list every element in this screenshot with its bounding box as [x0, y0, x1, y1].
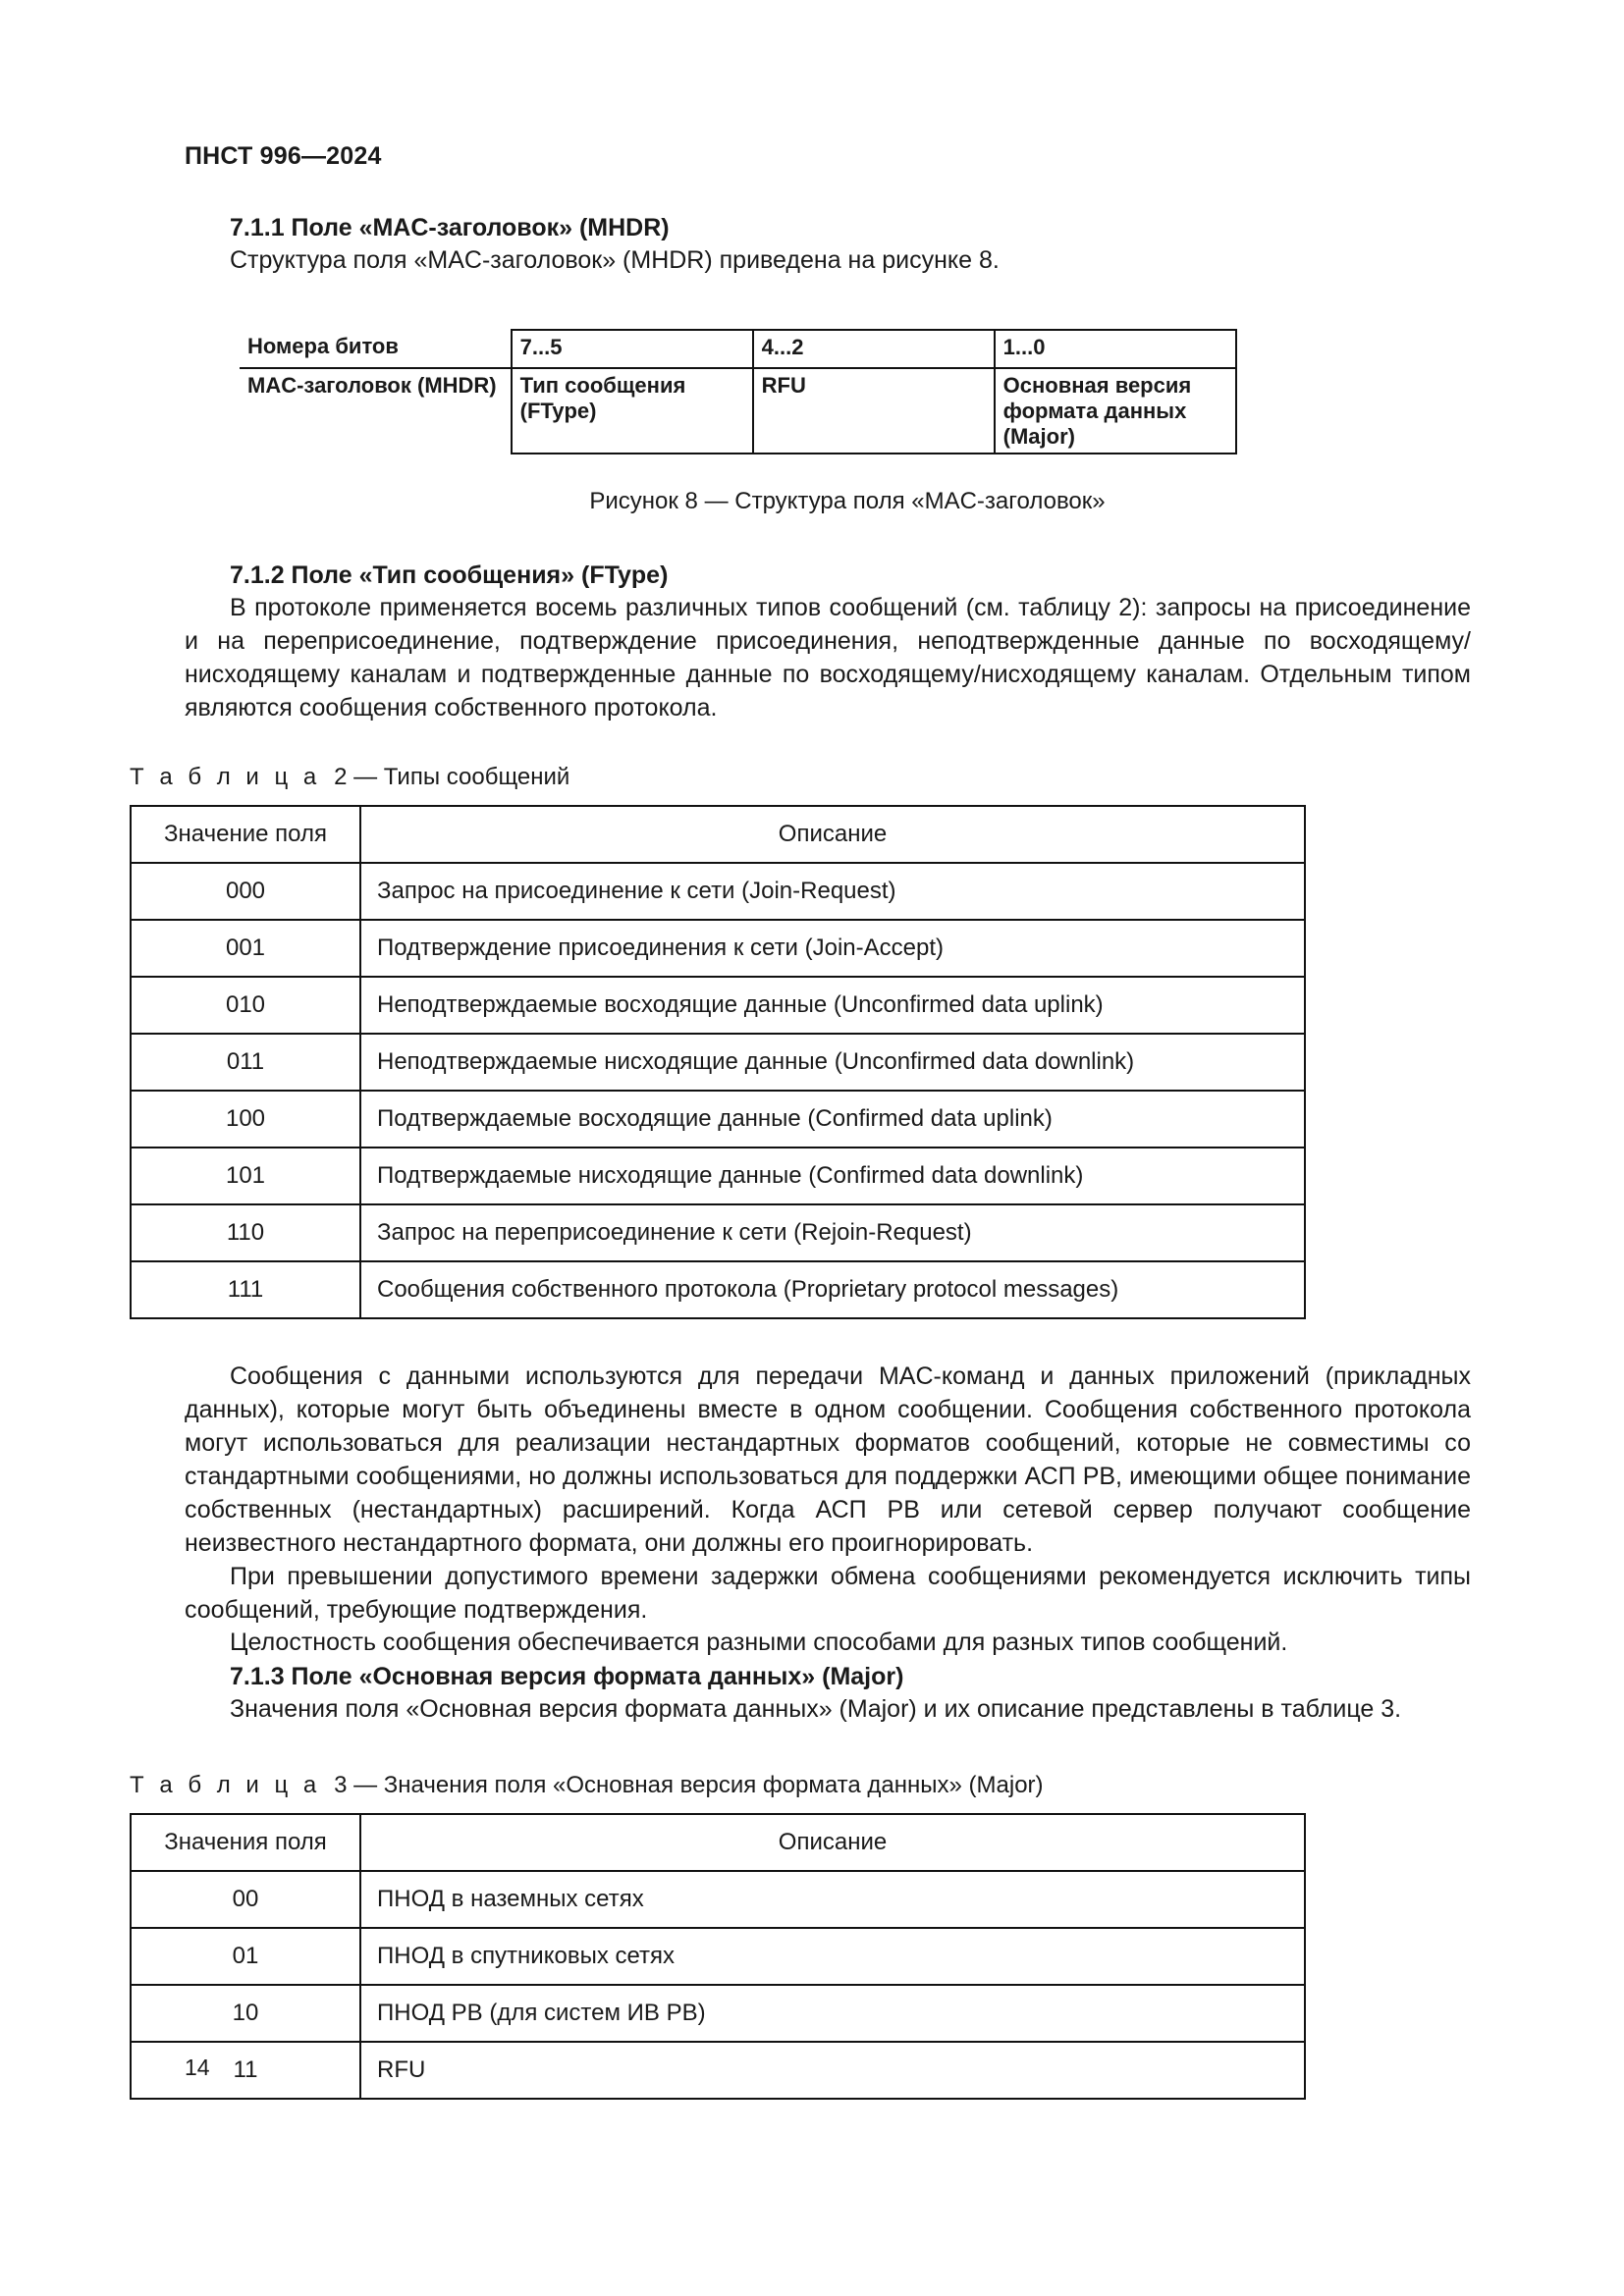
table-row: [131, 1871, 1305, 1928]
table-2-head: [131, 806, 1305, 863]
table-2-cell-description: Запрос на присоединение к сети (Join-Request): [360, 863, 1305, 920]
table-row: [131, 1091, 1305, 1148]
figure-8-field-major: Основная версия формата данных (Major): [995, 368, 1236, 454]
table-2-header-row: [131, 806, 1305, 863]
body-paragraph-1: Сообщения с данными используются для передачи MAC-команд и данных приложений (прикладных данных), которые могут быть объединены вместе в одном сообщении. Сообщения собственного протокола могут использоваться для реализации нестандартных форматов сообщений, которые не совместимы со стандартными сообщениями, но должны использоваться для поддержки АСП РВ, имеющими общее понимание собственных (нестандартных) расширений. Когда АСП РВ или сетевой сервер получают сообщение неизвестного нестандартного формата, они должны его проигнорировать.: [185, 1362, 1471, 1557]
table-2-cell-description: Подтверждаемые нисходящие данные (Confirmed data downlink): [360, 1148, 1305, 1204]
table-2-caption-title: — Типы сообщений: [353, 764, 570, 791]
table-2-body: [131, 863, 1305, 1318]
table-3-cell-value: 00: [131, 1871, 360, 1928]
table-3-caption-label: Т а б л и ц а: [130, 1772, 321, 1799]
table-3: [130, 1813, 1306, 2100]
table-2-cell-description: Запрос на переприсоединение к сети (Rejoin-Request): [360, 1204, 1305, 1261]
clause-7-1-1-heading: 7.1.1 Поле «MAC-заголовок» (MHDR): [230, 214, 670, 241]
table-2-cell-value: 111: [131, 1261, 360, 1318]
figure-8-bits-row: [240, 330, 1236, 368]
table-2-cell-value: 011: [131, 1034, 360, 1091]
table-2-cell-description: Сообщения собственного протокола (Proprietary protocol messages): [360, 1261, 1305, 1318]
figure-8-row-label-mhdr: MAC-заголовок (MHDR): [247, 372, 497, 398]
table-2-header-value: Значение поля: [131, 806, 360, 863]
table-row: [131, 1148, 1305, 1204]
table-2-cell-value: 001: [131, 920, 360, 977]
table-2-cell-description: Подтверждаемые восходящие данные (Confirmed data uplink): [360, 1091, 1305, 1148]
figure-8-bits-cell-3: 1...0: [995, 330, 1236, 368]
table-2-caption-label: Т а б л и ц а: [130, 764, 321, 791]
table-2-cell-value: 010: [131, 977, 360, 1034]
table-3-head: [131, 1814, 1305, 1871]
figure-8-bits-cell-1: 7...5: [512, 330, 753, 368]
table-3-caption-number: 3: [334, 1772, 348, 1799]
table-3-cell-value: 10: [131, 1985, 360, 2042]
clause-7-1-1-intro: Структура поля «MAC-заголовок» (MHDR) приведена на рисунке 8.: [230, 246, 1000, 274]
table-2-cell-value: 000: [131, 863, 360, 920]
table-3-cell-description: ПНОД в спутниковых сетях: [360, 1928, 1305, 1985]
figure-8-fields-row: [240, 368, 1236, 454]
body-paragraph-3: Целостность сообщения обеспечивается разными способами для разных типов сообщений.: [230, 1629, 1288, 1657]
table-3-header-value: Значения поля: [131, 1814, 360, 1871]
clause-7-1-2-paragraph: В протоколе применяется восемь различных типов сообщений (см. таблицу 2): запросы на присоединение и на переприсоединение, подтверждение присоединения, неподтвержденные данные по восходящему/нисходящему каналам и подтвержденные данные по восходящему/нисходящему каналам. Отдельным типом являются сообщения собственного протокола.: [185, 593, 1471, 721]
table-row: [131, 2042, 1305, 2099]
table-3-body: [131, 1871, 1305, 2099]
table-2-cell-description: Неподтверждаемые нисходящие данные (Unconfirmed data downlink): [360, 1034, 1305, 1091]
table-3-caption-title: — Значения поля «Основная версия формата данных» (Major): [353, 1772, 1044, 1799]
table-2-cell-value: 100: [131, 1091, 360, 1148]
table-3-cell-value: 01: [131, 1928, 360, 1985]
running-header: ПНСТ 996—2024: [185, 142, 382, 170]
table-row: [131, 920, 1305, 977]
table-row: [131, 977, 1305, 1034]
table-2-cell-value: 101: [131, 1148, 360, 1204]
table-row: [131, 1985, 1305, 2042]
table-row: [131, 1034, 1305, 1091]
table-2-cell-description: Подтверждение присоединения к сети (Join-Accept): [360, 920, 1305, 977]
figure-8: [185, 329, 1471, 515]
table-row: [131, 1261, 1305, 1318]
table-3-cell-description: ПНОД в наземных сетях: [360, 1871, 1305, 1928]
table-row: [131, 1928, 1305, 1985]
table-3-cell-value: 11: [131, 2042, 360, 2099]
table-2-caption: [130, 764, 1471, 791]
table-2-cell-value: 110: [131, 1204, 360, 1261]
figure-8-field-ftype: Тип сообщения (FType): [512, 368, 753, 454]
table-3-cell-description: ПНОД РВ (для систем ИВ РВ): [360, 1985, 1305, 2042]
body-paragraph-2: При превышении допустимого времени задержки обмена сообщениями рекомендуется исключить типы сообщений, требующие подтверждения.: [185, 1562, 1471, 1624]
table-2: [130, 805, 1306, 1319]
figure-8-bits-cell-2: 4...2: [753, 330, 995, 368]
table-3-header-row: [131, 1814, 1305, 1871]
table-3-caption: [130, 1772, 1471, 1799]
table-3-header-description: Описание: [360, 1814, 1305, 1871]
table-row: [131, 1204, 1305, 1261]
figure-8-table: [240, 329, 1237, 454]
table-2-header-description: Описание: [360, 806, 1305, 863]
figure-8-caption: Рисунок 8 — Структура поля «MAC-заголовок»: [589, 487, 1106, 514]
table-2-cell-description: Неподтверждаемые восходящие данные (Unconfirmed data uplink): [360, 977, 1305, 1034]
table-2-caption-number: 2: [334, 764, 348, 791]
clause-7-1-3-heading: 7.1.3 Поле «Основная версия формата данных» (Major): [230, 1663, 904, 1691]
table-3-cell-description: RFU: [360, 2042, 1305, 2099]
clause-7-1-3-paragraph: Значения поля «Основная версия формата данных» (Major) и их описание представлены в таблице 3.: [230, 1695, 1402, 1724]
table-row: [131, 863, 1305, 920]
clause-7-1-2-heading: 7.1.2 Поле «Тип сообщения» (FType): [230, 561, 669, 589]
page-content: [130, 211, 1471, 2100]
figure-8-row-label-bits: Номера битов: [240, 330, 512, 368]
figure-8-field-rfu: RFU: [753, 368, 995, 454]
page-number: 14: [185, 2055, 210, 2080]
